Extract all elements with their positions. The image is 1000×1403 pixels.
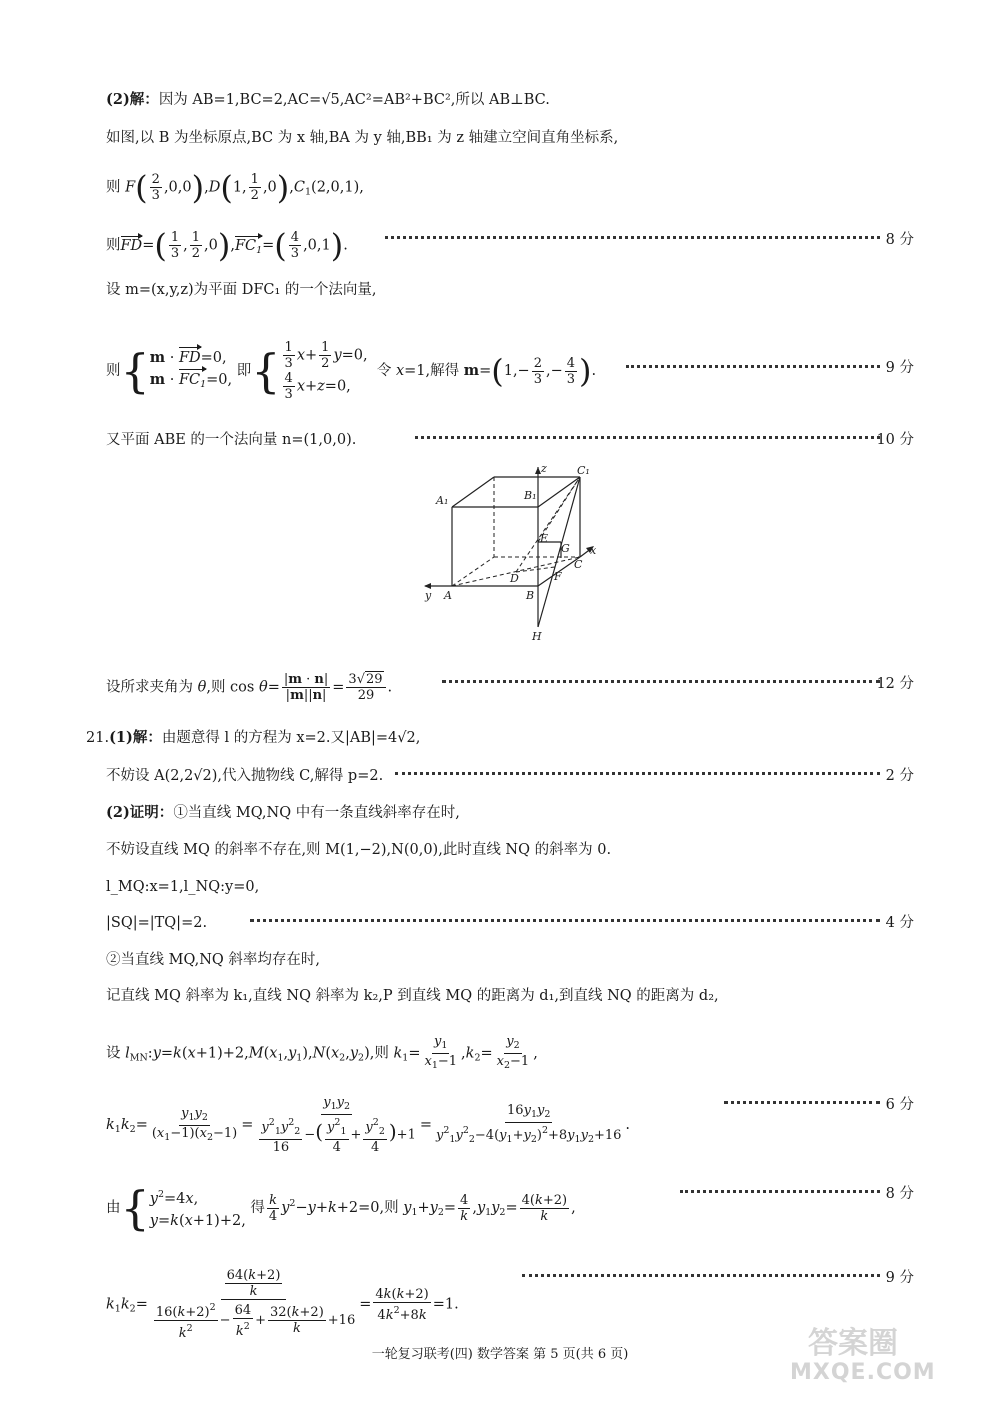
watermark-logo: 答案圈 — [808, 1326, 898, 1361]
score-4: 4 分 — [885, 915, 914, 931]
label-C1: C₁ — [577, 464, 590, 477]
q21-p2-label: (2)证明： — [106, 804, 174, 821]
score-9a: 9 分 — [885, 360, 914, 376]
part2-label: (2)解： — [106, 91, 159, 108]
leader-dots — [724, 1101, 880, 1104]
q21-setup-line: 设 $l_{MN}:y=k(x+1)+2,M(x_1,y_1),N(x_2,y_2)$,则 $k_1=$ $\frac{y_1}{x_1-1}$ $,k_2=$ $\frac{y_2}{x_2-1}$ , — [106, 1034, 538, 1071]
score-8a: 8 分 — [885, 232, 914, 248]
label-B: B — [526, 589, 535, 602]
q21-final-line: $k_1k_2=$ $\frac{64(k+2)}{k}$ $\frac{16(k+2)^2}{k^2}$ − $\frac{64}{k^2}$ + $\frac{32(k+2)}{k}$ +16 = $\frac{4k(k+2)}{4k^2+8k}$ =1. — [106, 1268, 459, 1341]
edge-B1C1 — [538, 477, 580, 507]
part2-line1 — [106, 90, 550, 110]
q21-system-line: 由{ $y^2=4x$, y=k(x+1)+2, 得 $\frac{k}{4}$ $y^2-y+k+2=0$,则 $y_1+y_2=$ $\frac{4}{k}$ $,y_1y_2=$ $\frac{4(k+2)}{k}$ , — [106, 1181, 576, 1235]
q21-p2-line4: |SQ|=|TQ|=2. — [106, 915, 208, 931]
page-footer: 一轮复习联考(四) 数学答案 第 5 页(共 6 页) — [371, 1347, 629, 1362]
q21-p2-line1-text: ①当直线 MQ,NQ 中有一条直线斜率存在时, — [173, 805, 460, 821]
score-10: 10 分 — [876, 432, 914, 448]
part2-line1-text: 因为 AB=1,BC=2,AC=√5,AC²=AB²+BC²,所以 AB⊥BC. — [158, 92, 550, 108]
label-z: z — [541, 462, 547, 475]
label-y: y — [425, 589, 432, 602]
q21-line1 — [86, 728, 420, 748]
score-8b: 8 分 — [885, 1186, 914, 1202]
label-G: G — [561, 542, 570, 555]
q21-p2-line3: l_MQ:x=1,l_NQ:y=0, — [106, 879, 260, 895]
leader-dots — [415, 436, 880, 439]
label-H: H — [532, 630, 542, 642]
part2-line2: 如图,以 B 为坐标原点,BC 为 x 轴,BA 为 y 轴,BB₁ 为 z 轴建立空间直角坐标系, — [106, 130, 619, 146]
hidden-DF — [516, 567, 555, 572]
edge-FH — [538, 567, 555, 627]
q21-p2-line1 — [106, 803, 460, 823]
q21-p2-line2: 不妨设直线 MQ 的斜率不存在,则 M(1,−2),N(0,0),此时直线 NQ 的斜率为 0. — [106, 842, 612, 858]
prism-figure — [420, 462, 610, 642]
part2-line4-vectors: 则FD=( $\frac{1}{3}$ , $\frac{1}{2}$ $,0),FC_1=$( $\frac{4}{3}$ ,0,1). — [106, 226, 348, 265]
label-F: F — [554, 570, 562, 583]
q21-line2: 不妨设 A(2,2√2),代入抛物线 C,解得 p=2. — [106, 768, 384, 784]
label-C: C — [574, 558, 583, 571]
leader-dots — [680, 1190, 880, 1193]
label-A1: A₁ — [436, 494, 449, 507]
leader-dots — [385, 236, 880, 239]
part2-line3-coords: 则 F( $\frac{2}{3}$ ,0,0),D(1, $\frac{1}{2}$ $,0),C_1(2,0,1)$, — [106, 168, 364, 207]
part2-line6-system: 则{ m · FD=0, $m \cdot FC_1=0$, 即{ $\frac{1}{3}$ x+ $\frac{1}{2}$ y=0, $\frac{4}{3}$ x+z=0, 令 x=1,解得 m=(1,− $\frac{2}{3}$ ,− $\frac{4}{3}$ ). — [106, 340, 597, 402]
q21-k1k2-line: $k_1k_2=$ $\frac{y_1y_2}{(x_1-1)(x_2-1)}$ = $y_1y_2$ $\frac{y^2_1y^2_2}{16}$ −( $\frac{y^2_1}{4}$ + $\frac{y^2_2}{4}$ )+1 = $\frac{16y_1y_2}{y^2_1y^2_2-4(y_1+y_2)^2+8y_1y_2+16}$ . — [106, 1095, 631, 1155]
label-B1: B₁ — [524, 489, 537, 502]
q21-p1-text: 由题意得 l 的方程为 x=2.又|AB|=4√2, — [161, 730, 421, 746]
leader-dots — [626, 365, 880, 368]
score-6: 6 分 — [885, 1097, 914, 1113]
part2-line5: 设 m=(x,y,z)为平面 DFC₁ 的一个法向量, — [106, 282, 377, 298]
leader-dots — [250, 919, 880, 922]
q21-p2-line5: ②当直线 MQ,NQ 斜率均存在时, — [106, 952, 321, 968]
leader-dots — [442, 680, 880, 683]
leader-dots — [395, 772, 880, 775]
edge-A1C1-top — [452, 477, 494, 507]
q21-p2-line6: 记直线 MQ 斜率为 k₁,直线 NQ 斜率为 k₂,P 到直线 MQ 的距离为 d₁,到直线 NQ 的距离为 d₂, — [106, 988, 719, 1004]
q21-p1-label: (1)解： — [109, 729, 162, 746]
score-2: 2 分 — [885, 768, 914, 784]
label-D: D — [510, 572, 519, 585]
score-9b: 9 分 — [885, 1270, 914, 1286]
label-x: x — [590, 544, 597, 557]
leader-dots — [522, 1274, 880, 1277]
part2-line8-cos: 设所求夹角为 θ,则 cos θ= $\frac{|m \cdot n|}{|m||n|}$ = $\frac{3√29}{29}$ . — [106, 672, 393, 703]
score-12: 12 分 — [876, 676, 914, 692]
part2-line7: 又平面 ABE 的一个法向量 n=(1,0,0). — [106, 432, 357, 448]
q21-number: 21. — [86, 730, 110, 746]
watermark-url: MXQE.COM — [790, 1360, 936, 1385]
label-E: E — [540, 532, 549, 545]
label-A: A — [444, 589, 452, 602]
